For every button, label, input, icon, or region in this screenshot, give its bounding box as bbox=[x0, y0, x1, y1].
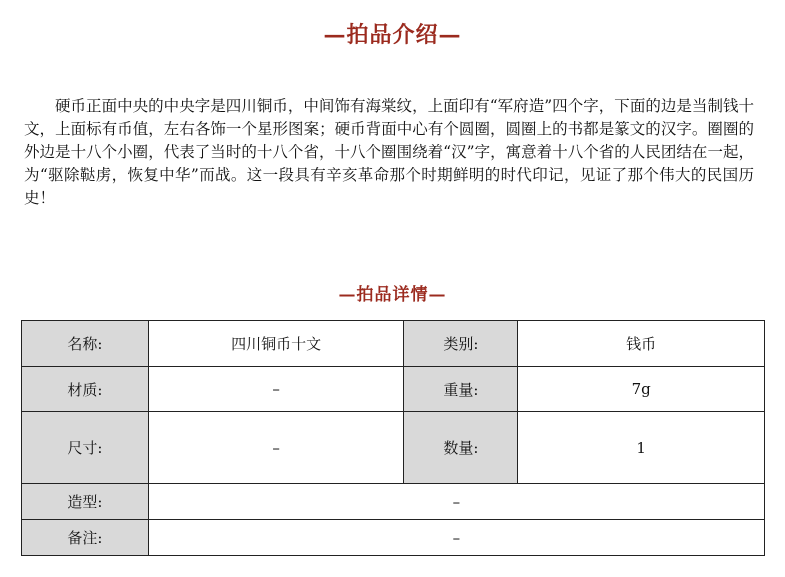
intro-heading: —拍品介绍— bbox=[323, 22, 462, 48]
weight-label: 重量: bbox=[404, 367, 518, 412]
name-value: 四川铜币十文 bbox=[148, 321, 404, 367]
quantity-label: 数量: bbox=[404, 412, 518, 484]
name-label: 名称: bbox=[22, 321, 149, 367]
weight-value: 7g bbox=[518, 367, 765, 412]
remarks-label: 备注: bbox=[22, 520, 149, 556]
category-label: 类别: bbox=[404, 321, 518, 367]
shape-value: – bbox=[148, 484, 764, 520]
table-row bbox=[22, 520, 765, 556]
material-label: 材质: bbox=[22, 367, 149, 412]
category-value: 钱币 bbox=[518, 321, 765, 367]
intro-section bbox=[24, 95, 754, 210]
quantity-value: 1 bbox=[518, 412, 765, 484]
details-heading: —拍品详情— bbox=[338, 285, 447, 305]
size-value: – bbox=[148, 412, 404, 484]
shape-label: 造型: bbox=[22, 484, 149, 520]
details-table bbox=[21, 320, 765, 556]
table-row bbox=[22, 367, 765, 412]
material-value: – bbox=[148, 367, 404, 412]
table-row bbox=[22, 412, 765, 484]
table-row bbox=[22, 321, 765, 367]
table-row bbox=[22, 484, 765, 520]
remarks-value: – bbox=[148, 520, 764, 556]
intro-paragraph: 硬币正面中央的中央字是四川铜币，中间饰有海棠纹，上面印有“军府造”四个字，下面的边是当制钱十文，上面标有币值，左右各饰一个星形图案；硬币背面中心有个圆圈，圆圈上的书都是篆文的汉字。圈圈的外边是十八个小圈，代表了当时的十八个省，十八个圈围绕着“汉”字，寓意着十八个省的人民团结在一起，为“驱除鞑虏，恢复中华”而战。这一段具有辛亥革命那个时期鲜明的时代印记，见证了那个伟大的民国历史！ bbox=[24, 97, 754, 207]
size-label: 尺寸: bbox=[22, 412, 149, 484]
